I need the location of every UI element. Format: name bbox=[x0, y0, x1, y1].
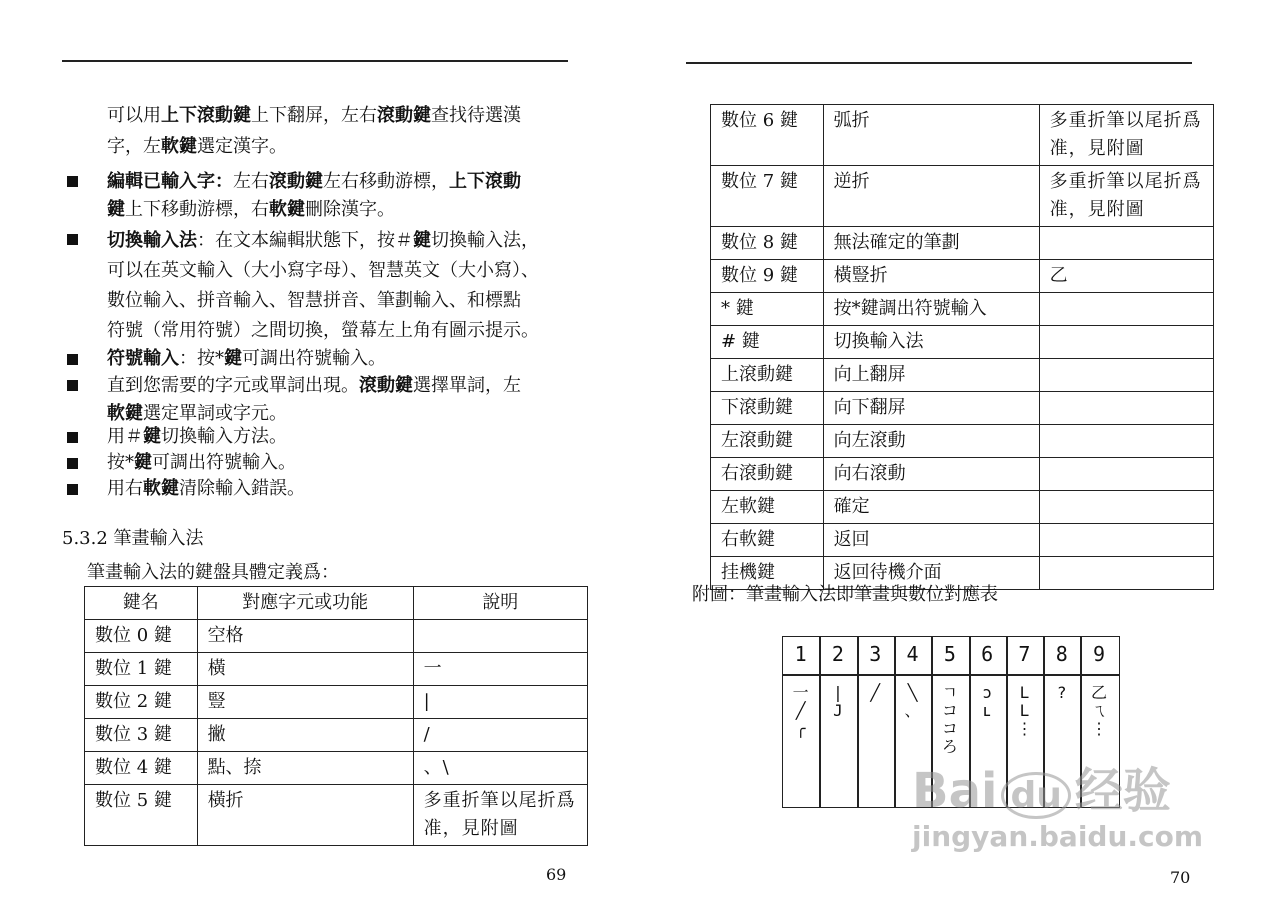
table-cell: 數位 8 鍵 bbox=[711, 227, 824, 260]
watermark-logo: Bai du 经验 bbox=[912, 763, 1171, 819]
table-cell: 向上翻屏 bbox=[823, 359, 1039, 392]
table-cell: 向右滾動 bbox=[823, 458, 1039, 491]
table-cell: 按*鍵調出符號輸入 bbox=[823, 293, 1039, 326]
stroke-glyph: ╱ bbox=[870, 683, 881, 702]
stroke-number: 9 bbox=[1093, 642, 1106, 666]
table-row bbox=[85, 719, 588, 752]
text-run: ：在文本編輯狀態下，按＃ bbox=[197, 230, 413, 251]
text-run: 上下滾動 bbox=[449, 171, 521, 192]
text-run: 切換輸入法， bbox=[431, 230, 539, 251]
bullet-line bbox=[107, 168, 521, 196]
text-run: 可調出符號輸入。 bbox=[242, 348, 386, 369]
text-run: 可調出符號輸入。 bbox=[152, 452, 296, 473]
table-cell: 數位 0 鍵 bbox=[85, 620, 198, 653]
table-header-row bbox=[85, 587, 588, 620]
text-run: 用右 bbox=[107, 478, 143, 499]
text-run: 鍵 bbox=[224, 348, 242, 369]
table-row bbox=[711, 425, 1214, 458]
stroke-number: 6 bbox=[981, 642, 994, 666]
page-number: 70 bbox=[1170, 868, 1191, 887]
table-cell: 右軟鍵 bbox=[711, 524, 824, 557]
text-run: 滾動鍵 bbox=[269, 171, 323, 192]
table-cell: 數位 9 鍵 bbox=[711, 260, 824, 293]
table-cell bbox=[1039, 524, 1213, 557]
text-run: 左右 bbox=[233, 171, 269, 192]
text-run: 數位輸入、拼音輸入、智慧拼音、筆劃輸入、和標點 bbox=[107, 290, 521, 311]
text-run: 清除輸入錯誤。 bbox=[179, 478, 305, 499]
table-row bbox=[711, 260, 1214, 293]
table-row bbox=[711, 458, 1214, 491]
table-row bbox=[711, 293, 1214, 326]
table-cell: 數位 3 鍵 bbox=[85, 719, 198, 752]
table-cell: 左軟鍵 bbox=[711, 491, 824, 524]
table-cell: 向左滾動 bbox=[823, 425, 1039, 458]
text-run: 鍵 bbox=[134, 452, 152, 473]
bullet-line bbox=[107, 450, 296, 476]
section-heading: 5.3.2 筆畫輸入法 bbox=[62, 528, 204, 549]
stroke-number: 3 bbox=[869, 642, 882, 666]
table-row bbox=[711, 166, 1214, 227]
table-cell bbox=[1039, 227, 1213, 260]
table-cell bbox=[1039, 392, 1213, 425]
text-run: 軟鍵 bbox=[161, 136, 197, 157]
bullet-item bbox=[107, 226, 539, 346]
table-cell: | bbox=[413, 686, 587, 719]
intro-line-2 bbox=[107, 131, 287, 162]
text-run: 鍵 bbox=[143, 426, 161, 447]
text-run: 按* bbox=[107, 452, 134, 473]
table-row bbox=[711, 105, 1214, 166]
key-definition-table bbox=[84, 586, 588, 846]
bullet-square-icon bbox=[67, 176, 78, 187]
stroke-glyph: ⋮ bbox=[1016, 719, 1033, 738]
table-row bbox=[85, 620, 588, 653]
table-cell: 左滾動鍵 bbox=[711, 425, 824, 458]
table-cell: 數位 2 鍵 bbox=[85, 686, 198, 719]
text-run: 直到您需要的字元或單詞出現。 bbox=[107, 375, 359, 396]
bullet-line bbox=[107, 286, 539, 316]
table-row bbox=[711, 491, 1214, 524]
text-run: 鍵 bbox=[107, 199, 125, 220]
stroke-glyph: ╲ bbox=[907, 683, 918, 702]
table-row bbox=[711, 392, 1214, 425]
bullet-line bbox=[107, 316, 539, 346]
table-cell: 無法確定的筆劃 bbox=[823, 227, 1039, 260]
table-cell: * 鍵 bbox=[711, 293, 824, 326]
column-header: 對應字元或功能 bbox=[197, 587, 413, 620]
stroke-number: 2 bbox=[831, 642, 844, 666]
text-run: 符號輸入 bbox=[107, 348, 179, 369]
bullet-square-icon bbox=[67, 484, 78, 495]
table-cell bbox=[1039, 359, 1213, 392]
key-definition-table-continued bbox=[710, 104, 1214, 590]
bullet-line bbox=[107, 346, 386, 372]
table-cell bbox=[413, 620, 587, 653]
text-run: 刪除漢字。 bbox=[305, 199, 395, 220]
intro-line-1 bbox=[107, 100, 521, 131]
table-cell: # 鍵 bbox=[711, 326, 824, 359]
table-cell: 返回 bbox=[823, 524, 1039, 557]
stroke-number: 4 bbox=[906, 642, 919, 666]
bullet-line bbox=[107, 424, 287, 450]
stroke-glyph: ろ bbox=[941, 737, 958, 756]
table-row bbox=[711, 227, 1214, 260]
text-run: 字，左 bbox=[107, 136, 161, 157]
table-cell: 切換輸入法 bbox=[823, 326, 1039, 359]
table-cell: 數位 6 鍵 bbox=[711, 105, 824, 166]
table-cell: 豎 bbox=[197, 686, 413, 719]
table-cell: 確定 bbox=[823, 491, 1039, 524]
bullet-line bbox=[107, 256, 539, 286]
table-cell: 逆折 bbox=[823, 166, 1039, 227]
bullet-square-icon bbox=[67, 354, 78, 365]
table-cell: 向下翻屏 bbox=[823, 392, 1039, 425]
table-row bbox=[711, 326, 1214, 359]
bullet-item bbox=[107, 424, 287, 450]
table-cell: 乙 bbox=[1039, 260, 1213, 293]
bullet-line bbox=[107, 476, 305, 502]
stroke-number: 8 bbox=[1055, 642, 1068, 666]
section-intro: 筆畫輸入法的鍵盤具體定義爲： bbox=[87, 562, 339, 583]
stroke-table-divider bbox=[782, 674, 1120, 676]
table-cell: 空格 bbox=[197, 620, 413, 653]
text-run: 用＃ bbox=[107, 426, 143, 447]
table-cell: 返回待機介面 bbox=[823, 557, 1039, 590]
stroke-glyph: ╭ bbox=[795, 719, 806, 738]
bullet-line bbox=[107, 372, 521, 400]
bullet-line bbox=[107, 226, 539, 256]
table-cell bbox=[1039, 293, 1213, 326]
stroke-glyph-column bbox=[857, 684, 894, 702]
stroke-glyph: コ bbox=[941, 701, 958, 720]
text-run: 符號（常用符號）之間切換，螢幕左上角有圖示提示。 bbox=[107, 320, 539, 341]
stroke-number: 5 bbox=[943, 642, 956, 666]
text-run: 查找待選漢 bbox=[431, 105, 521, 126]
table-row bbox=[85, 653, 588, 686]
bullet-item bbox=[107, 450, 296, 476]
text-run: 左右移動游標， bbox=[323, 171, 449, 192]
page-number: 69 bbox=[546, 865, 567, 884]
text-run: 選定漢字。 bbox=[197, 136, 287, 157]
table-cell bbox=[1039, 491, 1213, 524]
stroke-glyph: ɔ bbox=[982, 683, 992, 702]
text-run: 選擇單詞，左 bbox=[413, 375, 521, 396]
table-row bbox=[85, 752, 588, 785]
table-cell: 橫 bbox=[197, 653, 413, 686]
stroke-glyph-column bbox=[931, 684, 968, 756]
stroke-glyph-column bbox=[782, 684, 819, 738]
stroke-glyph: ʟ bbox=[982, 701, 992, 720]
table-cell: 數位 1 鍵 bbox=[85, 653, 198, 686]
bullet-item bbox=[107, 168, 521, 224]
table-cell bbox=[1039, 557, 1213, 590]
text-run: 滾動鍵 bbox=[359, 375, 413, 396]
stroke-number: 1 bbox=[794, 642, 807, 666]
stroke-glyph: L bbox=[1019, 701, 1030, 720]
text-run: 軟鍵 bbox=[269, 199, 305, 220]
table-cell: 數位 4 鍵 bbox=[85, 752, 198, 785]
stroke-glyph: ㄱ bbox=[942, 683, 958, 702]
stroke-glyph: ╱ bbox=[795, 701, 806, 720]
bullet-square-icon bbox=[67, 234, 78, 245]
table-row bbox=[711, 359, 1214, 392]
table-cell: 數位 5 鍵 bbox=[85, 785, 198, 846]
bullet-line bbox=[107, 196, 521, 224]
text-run: 上下滾動鍵 bbox=[161, 105, 251, 126]
table-cell: 撇 bbox=[197, 719, 413, 752]
bullet-square-icon bbox=[67, 380, 78, 391]
text-run: 軟鍵 bbox=[107, 403, 143, 424]
table-cell: / bbox=[413, 719, 587, 752]
text-run: 滾動鍵 bbox=[377, 105, 431, 126]
table-row bbox=[85, 785, 588, 846]
table-cell: 挂機鍵 bbox=[711, 557, 824, 590]
stroke-glyph-column bbox=[1043, 684, 1080, 702]
text-run: 鍵 bbox=[413, 230, 431, 251]
stroke-glyph: J bbox=[833, 701, 843, 720]
stroke-glyph: L bbox=[1019, 683, 1030, 702]
table-cell: 弧折 bbox=[823, 105, 1039, 166]
text-run: 上下翻屏，左右 bbox=[251, 105, 377, 126]
table-cell: 、\ bbox=[413, 752, 587, 785]
column-header: 說明 bbox=[413, 587, 587, 620]
text-run: 切換輸入法 bbox=[107, 230, 197, 251]
stroke-glyph: 一 bbox=[792, 683, 809, 702]
table-cell: 多重折筆以尾折爲准，見附圖 bbox=[1039, 105, 1213, 166]
table-cell bbox=[1039, 326, 1213, 359]
table-cell: 橫豎折 bbox=[823, 260, 1039, 293]
stroke-glyph-column bbox=[819, 684, 856, 720]
stroke-glyph-column bbox=[969, 684, 1006, 720]
table-cell bbox=[1039, 425, 1213, 458]
bullet-square-icon bbox=[67, 432, 78, 443]
text-run: ：按* bbox=[179, 348, 224, 369]
stroke-number: 7 bbox=[1018, 642, 1031, 666]
stroke-glyph-column bbox=[894, 684, 931, 720]
header-rule bbox=[686, 62, 1192, 64]
right-page bbox=[640, 0, 1280, 915]
stroke-glyph: ⋮ bbox=[1091, 719, 1108, 738]
bullet-item bbox=[107, 346, 386, 372]
watermark-url: jingyan.baidu.com bbox=[912, 820, 1204, 853]
stroke-glyph: | bbox=[833, 683, 843, 702]
table-cell: 多重折筆以尾折爲准，見附圖 bbox=[413, 785, 587, 846]
table-cell: 一 bbox=[413, 653, 587, 686]
column-header: 鍵名 bbox=[85, 587, 198, 620]
text-run: 切換輸入方法。 bbox=[161, 426, 287, 447]
table-cell bbox=[1039, 458, 1213, 491]
text-run: 可以在英文輸入（大小寫字母）、智慧英文（大小寫）、 bbox=[107, 260, 539, 281]
text-run: 編輯已輸入字： bbox=[107, 171, 233, 192]
stroke-glyph: コ bbox=[941, 719, 958, 738]
table-cell: 下滾動鍵 bbox=[711, 392, 824, 425]
header-rule bbox=[62, 60, 568, 62]
stroke-glyph: 乙 bbox=[1091, 683, 1108, 702]
table-cell: 多重折筆以尾折爲准，見附圖 bbox=[1039, 166, 1213, 227]
stroke-glyph-column bbox=[1080, 684, 1117, 738]
table-cell: 右滾動鍵 bbox=[711, 458, 824, 491]
stroke-glyph-column bbox=[1006, 684, 1043, 738]
text-run: 選定單詞或字元。 bbox=[143, 403, 287, 424]
stroke-glyph: ㄟ bbox=[1091, 701, 1108, 720]
bullet-item bbox=[107, 476, 305, 502]
bullet-square-icon bbox=[67, 458, 78, 469]
table-row bbox=[711, 524, 1214, 557]
table-cell: 數位 7 鍵 bbox=[711, 166, 824, 227]
bullet-item bbox=[107, 372, 521, 428]
table-cell: 橫折 bbox=[197, 785, 413, 846]
stroke-glyph: ? bbox=[1056, 683, 1067, 702]
text-run: 可以用 bbox=[107, 105, 161, 126]
table-cell: 上滾動鍵 bbox=[711, 359, 824, 392]
table-row bbox=[85, 686, 588, 719]
table-cell: 點、捺 bbox=[197, 752, 413, 785]
text-run: 上下移動游標，右 bbox=[125, 199, 269, 220]
figure-caption: 附圖：筆畫輸入法即筆畫與數位對應表 bbox=[692, 584, 998, 605]
stroke-glyph: 、 bbox=[904, 701, 921, 720]
text-run: 軟鍵 bbox=[143, 478, 179, 499]
